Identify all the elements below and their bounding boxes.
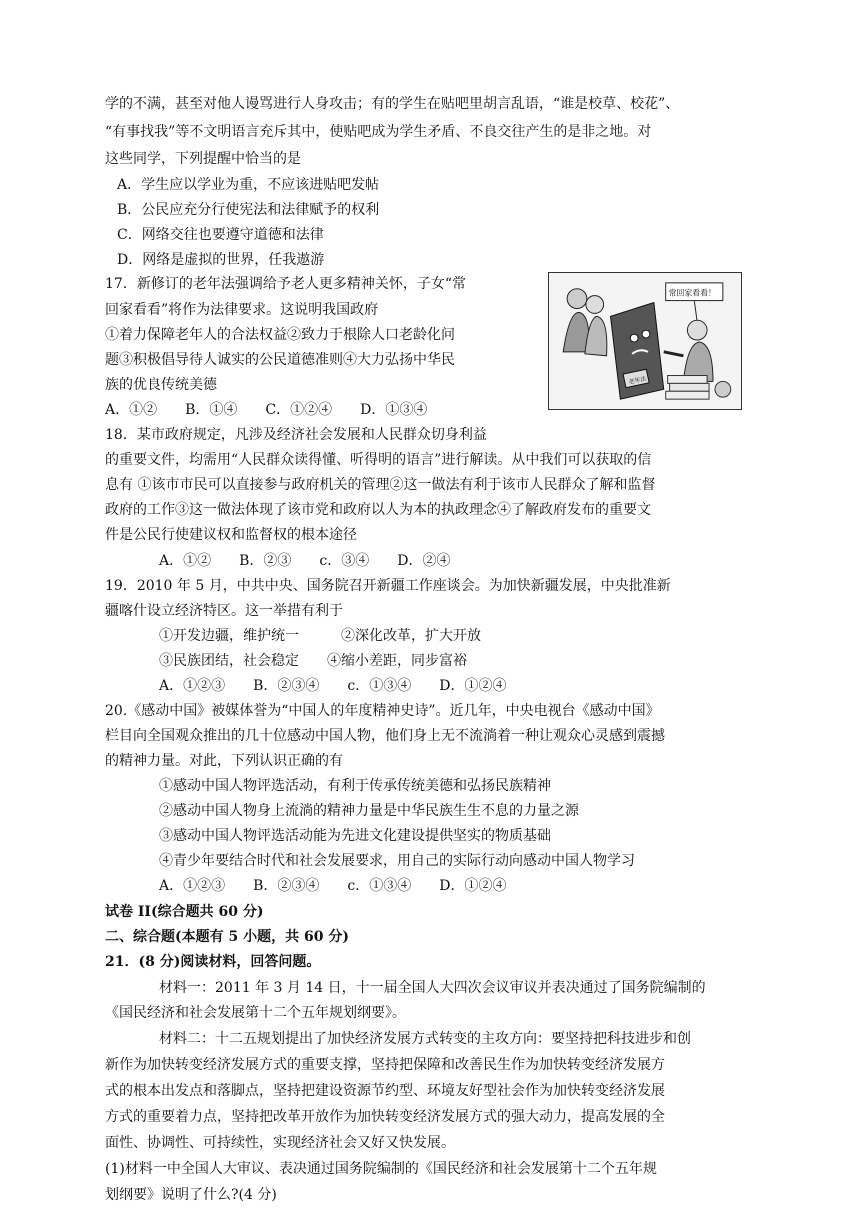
q21-material-1-line-1: 材料一：2011 年 3 月 14 日，十一届全国人大四次会议审议并表决通过了国务院编制的	[159, 980, 706, 996]
q21-sub1-line-1: (1)材料一中全国人大审议、表决通过国务院编制的《国民经济和社会发展第十二个五年规	[105, 1161, 657, 1177]
q21-material-2-line-4: 方式的重要着力点，坚持把改革开放作为加快转变经济发展方式的强大动力，提高发展的全	[105, 1109, 665, 1125]
q20-line-2: 栏目向全国观众推出的几十位感动中国人物，他们身上无不流淌着一种让观众心灵感到震撼	[105, 728, 665, 744]
cartoon-drawing	[549, 273, 741, 409]
q18-options: A．①② B．②③ c．③④ D．②④	[159, 553, 451, 569]
q19-line-1: 19．2010 年 5 月，中共中央、国务院召开新疆工作座谈会。为加快新疆发展，中央批准新	[105, 578, 671, 594]
q18-line-5: 件是公民行使建议权和监督权的根本途径	[105, 527, 357, 543]
q21-material-2-line-1: 材料二：十二五规划提出了加快经济发展方式转变的主攻方向：要坚持把科技进步和创	[159, 1031, 691, 1047]
q17-line-4: 题③积极倡导待人诚实的公民道德准则④大力弘扬中华民	[105, 352, 455, 368]
q20-item-1: ①感动中国人物评选活动，有利于传承传统美德和弘扬民族精神	[159, 778, 551, 794]
q16-option-b: B．公民应充分行使宪法和法律赋予的权利	[117, 202, 380, 218]
q20-item-3: ③感动中国人物评选活动能为先进文化建设提供坚实的物质基础	[159, 828, 551, 844]
q17-line-2: 回家看看”将作为法律要求。这说明我国政府	[105, 302, 379, 318]
section2-subtitle: 二、综合题(本题有 5 小题，共 60 分)	[105, 929, 349, 945]
q20-line-3: 的精神力量。对此，下列认识正确的有	[105, 753, 343, 769]
q16-line-1: 学的不满，甚至对他人谩骂进行人身攻击；有的学生在贴吧里胡言乱语，“谁是校草、校花”、	[105, 96, 680, 112]
q18-line-2: 的重要文件，均需用“人民群众读得懂、听得明的语言”进行解读。从中我们可以获取的信	[105, 452, 652, 468]
q20-item-2: ②感动中国人物身上流淌的精神力量是中华民族生生不息的力量之源	[159, 803, 579, 819]
q18-line-3: 息有 ①该市市民可以直接参与政府机关的管理②这一做法有利于该市人民群众了解和监督	[105, 477, 656, 493]
q16-option-a: A．学生应以学业为重，不应该进贴吧发帖	[117, 177, 380, 193]
q16-line-2: “有事找我”等不文明语言充斥其中，使贴吧成为学生矛盾、不良交往产生的是非之地。对	[105, 124, 652, 140]
q21-head: 21．(8 分)阅读材料，回答问题。	[105, 954, 321, 970]
q19-item-1-2: ①开发边疆，维护统一 ②深化改革，扩大开放	[159, 628, 481, 644]
q17-line-3: ①着力保障老年人的合法权益②致力于根除人口老龄化问	[105, 327, 455, 343]
section2-title: 试卷 II(综合题共 60 分)	[105, 904, 264, 920]
q20-item-4: ④青少年要结合时代和社会发展要求，用自己的实际行动向感动中国人物学习	[159, 853, 635, 869]
q18-line-4: 政府的工作③这一做法体现了该市党和政府以人为本的执政理念④了解政府发布的重要文	[105, 502, 651, 518]
q16-line-3: 这些同学，下列提醒中恰当的是	[105, 151, 301, 167]
q17-line-1: 17．新修订的老年法强调给予老人更多精神关怀，子女“常	[105, 276, 466, 292]
q21-material-2-line-3: 式的根本出发点和落脚点，坚持把建设资源节约型、环境友好型社会作为加快转变经济发展	[105, 1083, 665, 1099]
q16-option-c: C．网络交往也要遵守道德和法律	[117, 227, 324, 243]
q17-options: A．①② B．①④ C．①②④ D．①③④	[105, 402, 428, 418]
q21-material-2-line-2: 新作为加快转变经济发展方式的重要支撑，坚持把保障和改善民生作为加快转变经济发展方	[105, 1057, 665, 1073]
q20-line-1: 20.《感动中国》被媒体誉为“中国人的年度精神史诗”。近几年，中央电视台《感动中国》	[105, 703, 660, 719]
figure-book-label: 老年法	[628, 376, 648, 386]
q21-material-2-line-5: 面性、协调性、可持续性，实现经济社会又好又快发展。	[105, 1135, 455, 1151]
q19-line-2: 疆喀什设立经济特区。这一举措有利于	[105, 603, 343, 619]
cartoon-illustration	[548, 272, 742, 410]
q21-material-1-line-2: 《国民经济和社会发展第十二个五年规划纲要》。	[105, 1005, 406, 1021]
q19-options: A．①②③ B．②③④ c．①③④ D．①②④	[159, 678, 507, 694]
figure-sign-text: 常回家看看！	[668, 288, 716, 298]
q16-option-d: D．网络是虚拟的世界，任我遨游	[117, 252, 325, 268]
q18-line-1: 18．某市政府规定，凡涉及经济社会发展和人民群众切身利益	[105, 427, 487, 443]
q19-item-3-4: ③民族团结，社会稳定 ④缩小差距，同步富裕	[159, 653, 467, 669]
q21-sub1-line-2: 划纲要》说明了什么?(4 分)	[105, 1187, 277, 1203]
q20-options: A．①②③ B．②③④ c．①③④ D．①②④	[159, 878, 507, 894]
q17-line-5: 族的优良传统美德	[105, 377, 217, 393]
